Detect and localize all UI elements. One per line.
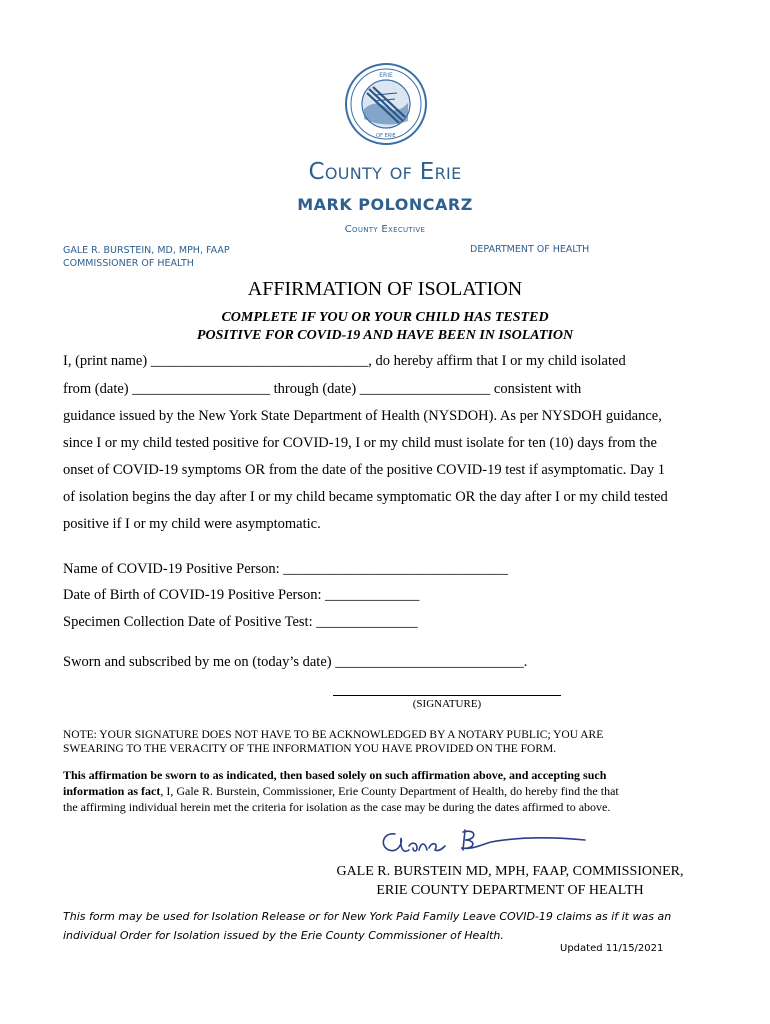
affirmation-line-2: , I, Gale R. Burstein, Commissioner, Erie County Department of Health, do hereby find the that bbox=[160, 784, 619, 798]
county-seal-logo bbox=[345, 63, 427, 145]
affirmation-bold-1: This affirmation be sworn to as indicated, then based solely on such affirmation above, and accepting such bbox=[63, 768, 607, 782]
document-subtitle bbox=[0, 309, 770, 345]
executive-title: County Executive bbox=[344, 224, 426, 235]
svg-text:OF ERIE: OF ERIE bbox=[376, 133, 396, 139]
svg-text:ERIE: ERIE bbox=[379, 72, 393, 79]
footer-line-2: individual Order for Isolation issued by the Erie County Commissioner of Health. bbox=[63, 929, 504, 942]
document-title: AFFIRMATION OF ISOLATION bbox=[247, 278, 523, 300]
notary-note bbox=[63, 728, 713, 756]
commissioner-signature-block bbox=[290, 862, 730, 900]
body-line-2: from (date) ___________________ through (date) __________________ consistent with bbox=[63, 381, 582, 397]
commissioner-role: COMMISSIONER OF HEALTH bbox=[63, 258, 194, 269]
subtitle-line-1: COMPLETE IF YOU OR YOUR CHILD HAS TESTED bbox=[221, 310, 549, 325]
county-title: County of Erie bbox=[308, 159, 462, 185]
signature-field[interactable] bbox=[333, 683, 561, 696]
updated-date: Updated 11/15/2021 bbox=[560, 943, 664, 954]
affirmation-line-3: the affirming individual herein met the criteria for isolation as the case may be during the dates affirmed to above. bbox=[63, 800, 611, 814]
body-line-1: I, (print name) ______________________________, do hereby affirm that I or my child isolated bbox=[63, 353, 626, 369]
body-line-5: onset of COVID-19 symptoms OR from the date of the positive COVID-19 test if asymptomatic. Day 1 bbox=[63, 462, 666, 478]
body-line-7: positive if I or my child were asymptomatic. bbox=[63, 516, 321, 532]
commissioner-line-2: ERIE COUNTY DEPARTMENT OF HEALTH bbox=[376, 883, 644, 898]
sworn-date-field[interactable]: Sworn and subscribed by me on (today’s date) __________________________. bbox=[63, 654, 528, 670]
footer-note bbox=[63, 907, 713, 945]
subtitle-line-2: POSITIVE FOR COVID-19 AND HAVE BEEN IN ISOLATION bbox=[196, 328, 574, 343]
commissioner-header bbox=[63, 244, 230, 270]
department-header: DEPARTMENT OF HEALTH bbox=[470, 244, 590, 255]
commissioner-name: GALE R. BURSTEIN, MD, MPH, FAAP bbox=[63, 245, 230, 256]
executive-name: MARK POLONCARZ bbox=[297, 195, 473, 214]
date-of-birth-field[interactable]: Date of Birth of COVID-19 Positive Person: _____________ bbox=[63, 587, 420, 603]
note-line-2: SWEARING TO THE VERACITY OF THE INFORMATION YOU HAVE PROVIDED ON THE FORM. bbox=[63, 743, 557, 755]
commissioner-signature bbox=[373, 820, 591, 860]
affirmation-paragraph bbox=[63, 767, 713, 815]
note-line-1: NOTE: YOUR SIGNATURE DOES NOT HAVE TO BE ACKNOWLEDGED BY A NOTARY PUBLIC; YOU ARE bbox=[63, 729, 604, 741]
specimen-collection-date-field[interactable]: Specimen Collection Date of Positive Test: ______________ bbox=[63, 614, 418, 630]
affirmation-bold-2: information as fact bbox=[63, 784, 161, 798]
commissioner-line-1: GALE R. BURSTEIN MD, MPH, FAAP, COMMISSIONER, bbox=[336, 864, 684, 879]
positive-person-name-field[interactable]: Name of COVID-19 Positive Person: _______________________________ bbox=[63, 561, 509, 577]
body-line-6: of isolation begins the day after I or my child became symptomatic OR the day after I or my child tested bbox=[63, 489, 668, 505]
footer-line-1: This form may be used for Isolation Release or for New York Paid Family Leave COVID-19 claims as if it was an bbox=[63, 910, 672, 923]
signature-label: (SIGNATURE) bbox=[412, 698, 482, 710]
body-line-4: since I or my child tested positive for COVID-19, I or my child must isolate for ten (10) days from the bbox=[63, 435, 657, 451]
body-line-3: guidance issued by the New York State Department of Health (NYSDOH). As per NYSDOH guidance, bbox=[63, 408, 662, 424]
